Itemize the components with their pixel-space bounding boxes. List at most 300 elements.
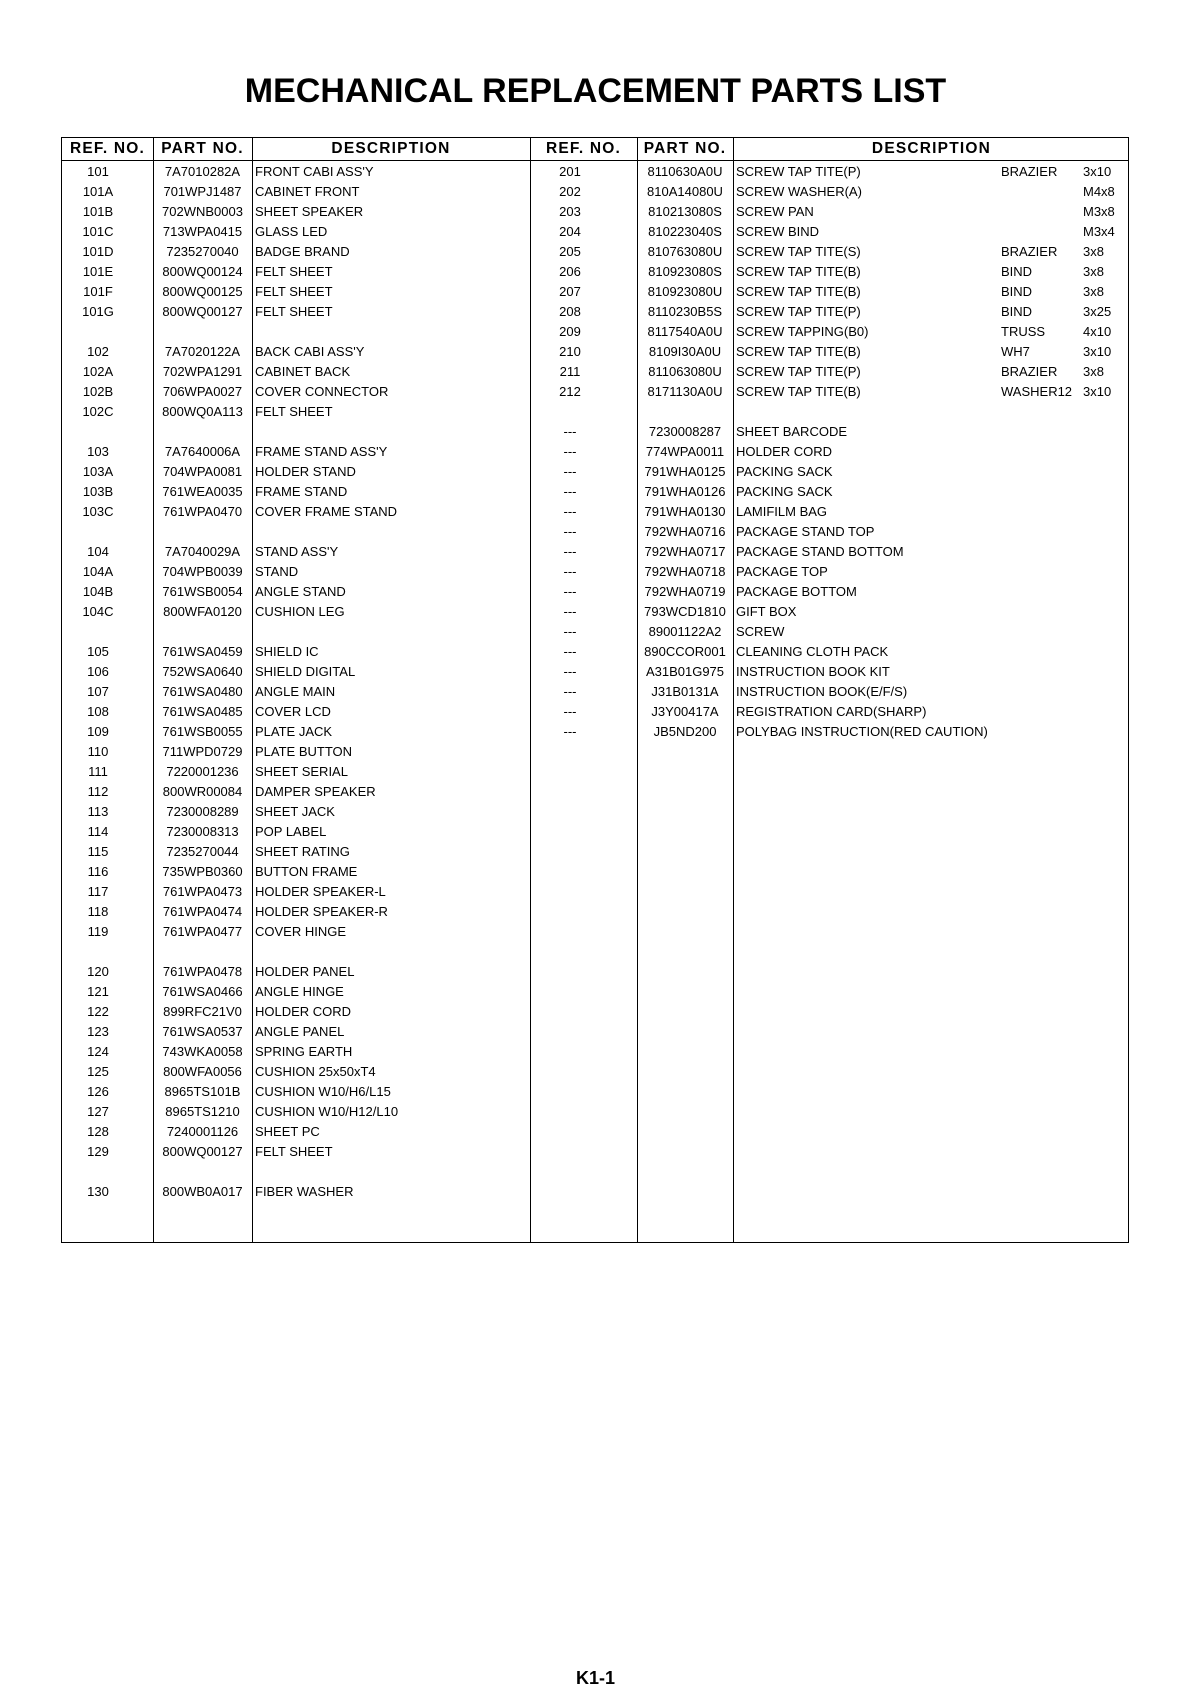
ref-number: --- bbox=[563, 664, 577, 679]
table-row bbox=[62, 982, 530, 1002]
table-row bbox=[62, 342, 530, 362]
ref-number: 117 bbox=[87, 884, 109, 899]
ref-number: --- bbox=[563, 504, 577, 519]
description: PACKAGE STAND BOTTOM bbox=[736, 544, 904, 559]
description: SCREW TAPPING(B0) bbox=[736, 324, 869, 339]
screw-type: WASHER12 bbox=[1001, 384, 1073, 399]
ref-number: 104 bbox=[87, 544, 109, 559]
part-number: 800WB0A017 bbox=[162, 1184, 243, 1199]
part-number: 792WHA0716 bbox=[644, 524, 726, 539]
table-row bbox=[62, 622, 530, 642]
ref-number: 101G bbox=[82, 304, 114, 319]
ref-number: --- bbox=[563, 424, 577, 439]
screw-type: BIND bbox=[1001, 264, 1033, 279]
description: SHEET PC bbox=[255, 1124, 320, 1139]
table-row bbox=[530, 182, 1130, 202]
table-row bbox=[62, 762, 530, 782]
part-number: 792WHA0718 bbox=[644, 564, 726, 579]
part-number: 761WPA0477 bbox=[162, 924, 243, 939]
part-number: 7230008287 bbox=[648, 424, 722, 439]
part-number: 792WHA0719 bbox=[644, 584, 726, 599]
ref-number: --- bbox=[563, 644, 577, 659]
table-row bbox=[62, 682, 530, 702]
table-row bbox=[62, 1082, 530, 1102]
table-row bbox=[530, 362, 1130, 382]
screw-size: 4x10 bbox=[1083, 324, 1112, 339]
part-number: 7235270040 bbox=[166, 244, 239, 259]
screw-size: M4x8 bbox=[1083, 184, 1115, 199]
part-number: 810A14080U bbox=[647, 184, 723, 199]
table-row bbox=[62, 602, 530, 622]
description: CUSHION LEG bbox=[255, 604, 345, 619]
ref-number: 129 bbox=[87, 1144, 109, 1159]
table-row bbox=[62, 862, 530, 882]
ref-number: 204 bbox=[559, 224, 581, 239]
table-row bbox=[530, 522, 1130, 542]
table-row bbox=[62, 482, 530, 502]
part-number: 810223040S bbox=[648, 224, 722, 239]
description: HOLDER STAND bbox=[255, 464, 356, 479]
part-number: 701WPJ1487 bbox=[163, 184, 242, 199]
table-row bbox=[530, 322, 1130, 342]
description: BADGE BRAND bbox=[255, 244, 350, 259]
ref-number: 106 bbox=[87, 664, 109, 679]
table-row bbox=[62, 1042, 530, 1062]
table-row bbox=[530, 342, 1130, 362]
table-row bbox=[530, 422, 1130, 442]
part-number: 702WPA1291 bbox=[162, 364, 243, 379]
description: HOLDER SPEAKER-L bbox=[255, 884, 386, 899]
table-row bbox=[62, 1122, 530, 1142]
table-row bbox=[62, 662, 530, 682]
ref-number: 126 bbox=[87, 1084, 109, 1099]
part-number: 761WSB0054 bbox=[162, 584, 243, 599]
description: ANGLE PANEL bbox=[255, 1024, 345, 1039]
ref-number: 130 bbox=[87, 1184, 109, 1199]
description: SHEET SPEAKER bbox=[255, 204, 364, 219]
table-row bbox=[62, 582, 530, 602]
part-number: 8110630A0U bbox=[647, 164, 723, 179]
description: SCREW TAP TITE(B) bbox=[736, 264, 861, 279]
table-row bbox=[62, 222, 530, 242]
ref-number: 125 bbox=[87, 1064, 109, 1079]
table-row bbox=[530, 222, 1130, 242]
ref-number: 107 bbox=[87, 684, 109, 699]
ref-number: 123 bbox=[87, 1024, 109, 1039]
ref-number: --- bbox=[563, 684, 577, 699]
screw-size: 3x8 bbox=[1083, 284, 1104, 299]
table-row bbox=[530, 282, 1130, 302]
part-number: 791WHA0125 bbox=[644, 464, 726, 479]
ref-number: 101E bbox=[82, 264, 114, 279]
part-number: 810763080U bbox=[647, 244, 723, 259]
ref-number: 124 bbox=[87, 1044, 109, 1059]
table-row bbox=[530, 462, 1130, 482]
screw-size: 3x10 bbox=[1083, 164, 1112, 179]
screw-size: 3x10 bbox=[1083, 344, 1112, 359]
ref-number: --- bbox=[563, 704, 577, 719]
description: SCREW BIND bbox=[736, 224, 820, 239]
page-title: MECHANICAL REPLACEMENT PARTS LIST bbox=[244, 72, 947, 110]
part-number: 761WSA0480 bbox=[162, 684, 243, 699]
table-row bbox=[62, 262, 530, 282]
part-number: 810923080S bbox=[648, 264, 722, 279]
ref-number: 112 bbox=[87, 784, 109, 799]
description: FELT SHEET bbox=[255, 264, 333, 279]
description: PLATE BUTTON bbox=[255, 744, 353, 759]
part-number: 761WPA0478 bbox=[162, 964, 243, 979]
ref-number: 111 bbox=[88, 764, 108, 779]
description: ANGLE HINGE bbox=[255, 984, 344, 999]
table-row bbox=[530, 482, 1130, 502]
description: CUSHION W10/H6/L15 bbox=[255, 1084, 391, 1099]
header-ref-right: REF. NO. bbox=[545, 140, 622, 157]
part-number: 791WHA0130 bbox=[644, 504, 726, 519]
screw-size: M3x4 bbox=[1083, 224, 1115, 239]
description: BUTTON FRAME bbox=[255, 864, 358, 879]
screw-type: TRUSS bbox=[1001, 324, 1046, 339]
description: LAMIFILM BAG bbox=[736, 504, 828, 519]
description: SHIELD DIGITAL bbox=[255, 664, 356, 679]
part-number: 800WFA0120 bbox=[163, 604, 242, 619]
table-row bbox=[62, 742, 530, 762]
ref-number: 103A bbox=[82, 464, 114, 479]
description: GIFT BOX bbox=[736, 604, 797, 619]
ref-number: 121 bbox=[87, 984, 109, 999]
part-number: 7A7640006A bbox=[164, 444, 241, 459]
table-row bbox=[62, 842, 530, 862]
part-number: 810213080S bbox=[648, 204, 722, 219]
ref-number: 108 bbox=[87, 704, 109, 719]
screw-size: 3x25 bbox=[1083, 304, 1112, 319]
part-number: 8965TS101B bbox=[164, 1084, 241, 1099]
description: PACKING SACK bbox=[736, 464, 833, 479]
table-row bbox=[530, 602, 1130, 622]
ref-number: 119 bbox=[87, 924, 109, 939]
ref-number: 109 bbox=[87, 724, 109, 739]
screw-size: 3x10 bbox=[1083, 384, 1112, 399]
ref-number: 212 bbox=[559, 384, 581, 399]
part-number: 735WPB0360 bbox=[162, 864, 243, 879]
description: ANGLE STAND bbox=[255, 584, 346, 599]
table-row bbox=[530, 242, 1130, 262]
screw-size: 3x8 bbox=[1083, 264, 1104, 279]
description: FELT SHEET bbox=[255, 1144, 333, 1159]
table-row bbox=[62, 1102, 530, 1122]
table-row bbox=[530, 702, 1130, 722]
ref-number: 104C bbox=[82, 604, 114, 619]
table-row bbox=[62, 362, 530, 382]
part-number: 8117540A0U bbox=[647, 324, 723, 339]
description: HOLDER CORD bbox=[255, 1004, 352, 1019]
part-number: 800WR00084 bbox=[162, 784, 243, 799]
ref-number: --- bbox=[563, 724, 577, 739]
table-row bbox=[530, 302, 1130, 322]
description: ANGLE MAIN bbox=[255, 684, 336, 699]
description: CUSHION W10/H12/L10 bbox=[255, 1104, 399, 1119]
table-row bbox=[530, 542, 1130, 562]
ref-number: 210 bbox=[559, 344, 581, 359]
part-number: 761WPA0470 bbox=[162, 504, 243, 519]
part-number: 792WHA0717 bbox=[644, 544, 726, 559]
table-row bbox=[530, 682, 1130, 702]
part-number: 890CCOR001 bbox=[644, 644, 726, 659]
description: SHEET RATING bbox=[255, 844, 350, 859]
table-row bbox=[62, 902, 530, 922]
description: FRAME STAND ASS'Y bbox=[255, 444, 388, 459]
part-number: J31B0131A bbox=[651, 684, 719, 699]
ref-number: 102 bbox=[87, 344, 109, 359]
table-row bbox=[530, 622, 1130, 642]
table-row bbox=[530, 502, 1130, 522]
description: PLATE JACK bbox=[255, 724, 333, 739]
part-number: 793WCD1810 bbox=[644, 604, 726, 619]
table-row bbox=[62, 322, 530, 342]
table-row bbox=[62, 882, 530, 902]
parts-table bbox=[61, 137, 1129, 1243]
part-number: 7240001126 bbox=[166, 1124, 239, 1139]
ref-number: 201 bbox=[559, 164, 581, 179]
ref-number: 101D bbox=[82, 244, 114, 259]
table-row bbox=[62, 1002, 530, 1022]
screw-size: 3x8 bbox=[1083, 244, 1104, 259]
part-number: JB5ND200 bbox=[653, 724, 717, 739]
description: STAND ASS'Y bbox=[255, 544, 339, 559]
part-number: 711WPD0729 bbox=[162, 744, 243, 759]
description: FELT SHEET bbox=[255, 304, 333, 319]
description: HOLDER CORD bbox=[736, 444, 833, 459]
ref-number: 203 bbox=[559, 204, 581, 219]
description: SPRING EARTH bbox=[255, 1044, 353, 1059]
ref-number: 207 bbox=[559, 284, 581, 299]
table-row bbox=[62, 442, 530, 462]
table-row bbox=[530, 582, 1130, 602]
part-number: 761WSA0459 bbox=[162, 644, 243, 659]
part-number: 743WKA0058 bbox=[162, 1044, 243, 1059]
table-row bbox=[62, 502, 530, 522]
table-row bbox=[62, 542, 530, 562]
table-row bbox=[530, 162, 1130, 182]
ref-number: --- bbox=[563, 544, 577, 559]
ref-number: 209 bbox=[559, 324, 581, 339]
description: SCREW TAP TITE(P) bbox=[736, 364, 861, 379]
ref-number: 102B bbox=[82, 384, 114, 399]
part-number: 7220001236 bbox=[166, 764, 239, 779]
ref-number: 116 bbox=[87, 864, 109, 879]
part-number: 800WQ00125 bbox=[162, 284, 243, 299]
description: CUSHION 25x50xT4 bbox=[255, 1064, 376, 1079]
description: COVER HINGE bbox=[255, 924, 347, 939]
description: DAMPER SPEAKER bbox=[255, 784, 376, 799]
part-number: 8110230B5S bbox=[647, 304, 723, 319]
description: PACKING SACK bbox=[736, 484, 833, 499]
description: HOLDER SPEAKER-R bbox=[255, 904, 388, 919]
ref-number: 205 bbox=[559, 244, 581, 259]
description: SHIELD IC bbox=[255, 644, 319, 659]
page-number: K1-1 bbox=[575, 1668, 615, 1688]
table-row bbox=[62, 382, 530, 402]
table-row bbox=[62, 942, 530, 962]
description: GLASS LED bbox=[255, 224, 328, 239]
ref-number: 113 bbox=[87, 804, 109, 819]
description: STAND bbox=[255, 564, 299, 579]
description: SCREW bbox=[736, 624, 785, 639]
part-number: 8965TS1210 bbox=[165, 1104, 240, 1119]
screw-type: BRAZIER bbox=[1001, 364, 1058, 379]
ref-number: --- bbox=[563, 624, 577, 639]
header-desc-right: DESCRIPTION bbox=[871, 140, 992, 157]
table-row bbox=[530, 382, 1130, 402]
ref-number: 115 bbox=[87, 844, 109, 859]
part-number: 704WPB0039 bbox=[162, 564, 243, 579]
description: COVER LCD bbox=[255, 704, 331, 719]
ref-number: 206 bbox=[559, 264, 581, 279]
ref-number: 104B bbox=[82, 584, 114, 599]
description: SCREW TAP TITE(B) bbox=[736, 344, 861, 359]
table-row bbox=[62, 1142, 530, 1162]
table-row bbox=[62, 462, 530, 482]
table-row bbox=[62, 282, 530, 302]
screw-type: WH7 bbox=[1001, 344, 1030, 359]
ref-number: 110 bbox=[87, 744, 109, 759]
ref-number: 102C bbox=[82, 404, 114, 419]
part-number: 7A7040029A bbox=[164, 544, 241, 559]
table-row bbox=[530, 722, 1130, 742]
ref-number: --- bbox=[563, 604, 577, 619]
part-number: 8171130A0U bbox=[647, 384, 723, 399]
description: CABINET BACK bbox=[255, 364, 351, 379]
ref-number: 101B bbox=[82, 204, 114, 219]
description: SCREW WASHER(A) bbox=[736, 184, 862, 199]
ref-number: 103B bbox=[82, 484, 114, 499]
description: PACKAGE STAND TOP bbox=[736, 524, 875, 539]
ref-number: 105 bbox=[87, 644, 109, 659]
table-row bbox=[62, 802, 530, 822]
part-number: 706WPA0027 bbox=[162, 384, 243, 399]
description: COVER CONNECTOR bbox=[255, 384, 389, 399]
table-row bbox=[62, 1162, 530, 1182]
description: SCREW TAP TITE(B) bbox=[736, 384, 861, 399]
description: POP LABEL bbox=[255, 824, 327, 839]
part-number: 8109I30A0U bbox=[648, 344, 722, 359]
ref-number: --- bbox=[563, 524, 577, 539]
table-row bbox=[62, 702, 530, 722]
screw-type: BIND bbox=[1001, 304, 1033, 319]
part-number: 761WPA0474 bbox=[162, 904, 243, 919]
header-part-left: PART NO. bbox=[161, 140, 244, 157]
table-row bbox=[62, 922, 530, 942]
screw-size: 3x8 bbox=[1083, 364, 1104, 379]
ref-number: 103C bbox=[82, 504, 114, 519]
table-row bbox=[530, 662, 1130, 682]
table-row bbox=[62, 1182, 530, 1202]
description: SCREW TAP TITE(S) bbox=[736, 244, 861, 259]
part-number: 800WQ0A113 bbox=[162, 404, 243, 419]
ref-number: 122 bbox=[87, 1004, 109, 1019]
ref-number: 114 bbox=[87, 824, 109, 839]
part-number: 761WSA0485 bbox=[162, 704, 243, 719]
table-row bbox=[62, 1022, 530, 1042]
ref-number: --- bbox=[563, 484, 577, 499]
ref-number: 102A bbox=[82, 364, 114, 379]
description: SHEET BARCODE bbox=[736, 424, 848, 439]
part-number: 752WSA0640 bbox=[162, 664, 243, 679]
part-number: 702WNB0003 bbox=[162, 204, 243, 219]
description: SCREW PAN bbox=[736, 204, 814, 219]
ref-number: 120 bbox=[87, 964, 109, 979]
table-row bbox=[62, 522, 530, 542]
ref-number: --- bbox=[563, 464, 577, 479]
screw-type: BRAZIER bbox=[1001, 244, 1058, 259]
description: PACKAGE BOTTOM bbox=[736, 584, 857, 599]
description: CLEANING CLOTH PACK bbox=[736, 644, 889, 659]
description: INSTRUCTION BOOK KIT bbox=[736, 664, 890, 679]
description: FELT SHEET bbox=[255, 404, 333, 419]
part-number: 89001122A2 bbox=[648, 624, 722, 639]
description: BACK CABI ASS'Y bbox=[255, 344, 365, 359]
table-row bbox=[62, 242, 530, 262]
description: SCREW TAP TITE(B) bbox=[736, 284, 861, 299]
part-number: 7230008313 bbox=[166, 824, 239, 839]
table-row bbox=[530, 642, 1130, 662]
description: SHEET JACK bbox=[255, 804, 335, 819]
table-row bbox=[62, 782, 530, 802]
description: HOLDER PANEL bbox=[255, 964, 355, 979]
header-part-right: PART NO. bbox=[643, 140, 727, 157]
ref-number: 104A bbox=[82, 564, 114, 579]
part-number: 761WPA0473 bbox=[162, 884, 243, 899]
table-row bbox=[62, 822, 530, 842]
table-row bbox=[62, 562, 530, 582]
ref-number: 118 bbox=[87, 904, 109, 919]
table-row bbox=[62, 642, 530, 662]
part-number: 800WQ00127 bbox=[162, 304, 243, 319]
part-number: 791WHA0126 bbox=[644, 484, 726, 499]
screw-type: BRAZIER bbox=[1001, 164, 1058, 179]
table-row bbox=[62, 422, 530, 442]
description: PACKAGE TOP bbox=[736, 564, 828, 579]
ref-number: --- bbox=[563, 444, 577, 459]
part-number: 810923080U bbox=[647, 284, 723, 299]
table-row bbox=[62, 302, 530, 322]
part-number: 7235270044 bbox=[166, 844, 239, 859]
description: FRAME STAND bbox=[255, 484, 348, 499]
table-row bbox=[62, 402, 530, 422]
table-row bbox=[62, 722, 530, 742]
header-divider bbox=[62, 160, 1128, 161]
part-number: 7A7010282A bbox=[164, 164, 241, 179]
table-row bbox=[62, 202, 530, 222]
table-row bbox=[530, 442, 1130, 462]
part-number: 899RFC21V0 bbox=[163, 1004, 242, 1019]
description: REGISTRATION CARD(SHARP) bbox=[736, 704, 927, 719]
ref-number: 103 bbox=[87, 444, 109, 459]
header-desc-left: DESCRIPTION bbox=[331, 140, 451, 157]
part-number: 761WSA0537 bbox=[162, 1024, 243, 1039]
table-row bbox=[530, 562, 1130, 582]
part-number: 800WFA0056 bbox=[163, 1064, 242, 1079]
description: POLYBAG INSTRUCTION(RED CAUTION) bbox=[736, 724, 988, 739]
part-number: 761WEA0035 bbox=[162, 484, 243, 499]
part-number: 761WSB0055 bbox=[162, 724, 243, 739]
part-number: 7A7020122A bbox=[164, 344, 241, 359]
description: FRONT CABI ASS'Y bbox=[255, 164, 374, 179]
part-number: A31B01G975 bbox=[645, 664, 725, 679]
part-number: 7230008289 bbox=[166, 804, 239, 819]
ref-number: 101F bbox=[83, 284, 113, 299]
ref-number: 101 bbox=[87, 164, 109, 179]
screw-type: BIND bbox=[1001, 284, 1033, 299]
